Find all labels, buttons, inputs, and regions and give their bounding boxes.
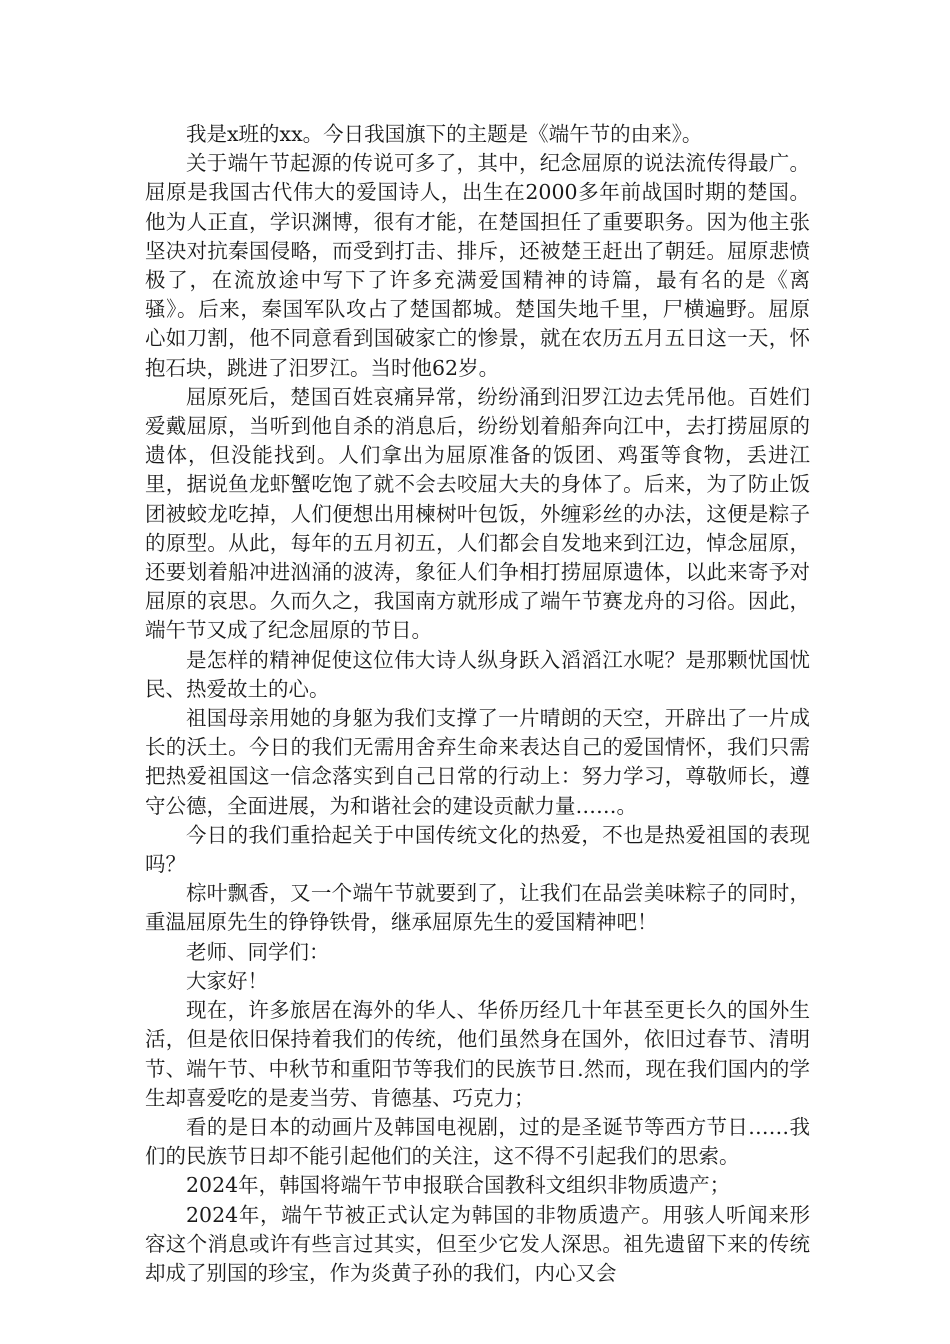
- paragraph-tradition-love: 今日的我们重拾起关于中国传统文化的热爱，不也是热爱祖国的表现吗？: [145, 822, 810, 877]
- paragraph-greeting: 大家好！: [186, 968, 268, 993]
- paragraph-western-holidays: 看的是日本的动画片及韩国电视剧，过的是圣诞节等西方节日……我们的民族节日却不能引起他们的关注，这不得不引起我们的思索。: [145, 1114, 810, 1169]
- paragraph-after-death: 屈原死后，楚国百姓哀痛异常，纷纷涌到汨罗江边去凭吊他。百姓们爱戴屈原，当听到他自杀的消息后，纷纷划着船奔向江中，去打捞屈原的遗体，但没能找到。人们拿出为屈原准备的饭团、鸡蛋等食物，丢进江里，据说鱼龙虾蟹吃饱了就不会去咬屈大夫的身体了。后来，为了防止饭团被蛟龙吃掉，人们便想出用楝树叶包饭，外缠彩丝的办法，这便是粽子的原型。从此，每年的五月初五，人们都会自发地来到江边，悼念屈原，还要划着船冲进汹涌的波涛，象征人们争相打捞屈原遗体，以此来寄予对屈原的哀思。久而久之，我国南方就形成了端午节赛龙舟的习俗。因此，端午节又成了纪念屈原的节日。: [145, 384, 810, 643]
- paragraph-origin-legend: 关于端午节起源的传说可多了，其中，纪念屈原的说法流传得最广。屈原是我国古代伟大的爱国诗人，出生在2000多年前战国时期的楚国。他为人正直，学识渊博，很有才能，在楚国担任了重要职务。因为他主张坚决对抗秦国侵略，而受到打击、排斥，还被楚王赶出了朝廷。屈原悲愤极了，在流放途中写下了许多充满爱国精神的诗篇，最有名的是《离骚》。后来，秦国军队攻占了楚国都城。楚国失地千里，尸横遍野。屈原心如刀割，他不同意看到国破家亡的惨景，就在农历五月五日这一天，怀抱石块，跳进了汨罗江。当时他62岁。: [145, 151, 810, 380]
- document-body: [145, 120, 810, 1288]
- paragraph-spirit-question: 是怎样的精神促使这位伟大诗人纵身跃入滔滔江水呢？是那颗忧国忧民、热爱故土的心。: [145, 647, 810, 701]
- paragraph-overseas-chinese: 现在，许多旅居在海外的华人、华侨历经几十年甚至更长久的国外生活，但是依旧保持着我们的传统，他们虽然身在国外，依旧过春节、清明节、端午节、中秋节和重阳节等我们的民族节日.然而，现在我们国内的学生却喜爱吃的是麦当劳、肯德基、巧克力；: [145, 998, 810, 1110]
- paragraph-salutation: 老师、同学们：: [186, 939, 330, 964]
- paragraph-intro: 我是x班的xx。今日我国旗下的主题是《端午节的由来》。: [186, 122, 703, 146]
- paragraph-motherland: 祖国母亲用她的身躯为我们支撑了一片晴朗的天空，开辟出了一片成长的沃土。今日的我们无需用舍弃生命来表达自己的爱国情怀，我们只需把热爱祖国这一信念落实到自己日常的行动上：努力学习，尊敬师长，遵守公德，全面进展，为和谐社会的建设贡献力量……。: [145, 706, 810, 818]
- paragraph-korea-heritage: 2024年，端午节被正式认定为韩国的非物质遗产。用骇人听闻来形容这个消息或许有些言过其实，但至少它发人深思。祖先遗留下来的传统却成了别国的珍宝，作为炎黄子孙的我们，内心又会: [145, 1202, 810, 1285]
- paragraph-zongzi: 棕叶飘香，又一个端午节就要到了，让我们在品尝美味粽子的同时，重温屈原先生的铮铮铁骨，继承屈原先生的爱国精神吧！: [145, 881, 810, 935]
- paragraph-korea-application: 2024年，韩国将端午节申报联合国教科文组织非物质遗产；: [186, 1173, 731, 1198]
